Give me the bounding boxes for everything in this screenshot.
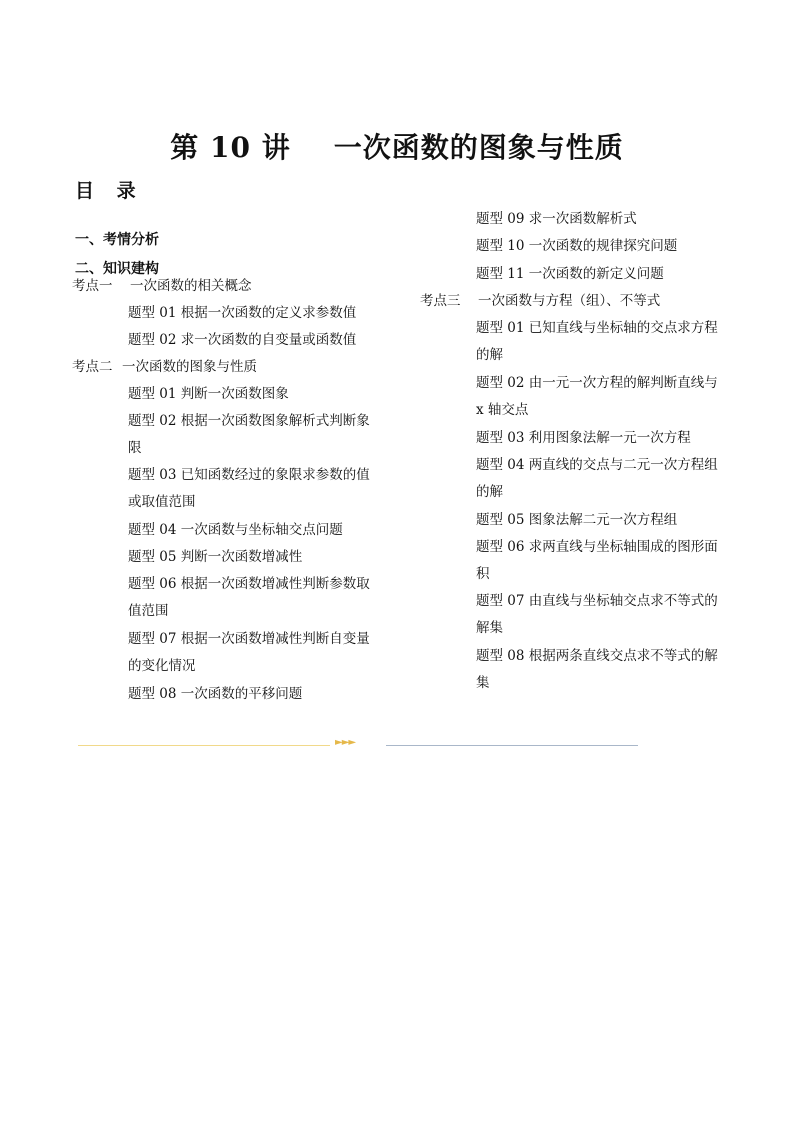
toc-item[interactable]: 题型 06 根据一次函数增减性判断参数取值范围 [128, 576, 370, 619]
toc-item[interactable]: 题型 02 求一次函数的自变量或函数值 [128, 332, 357, 348]
toc-item[interactable]: 题型 08 一次函数的平移问题 [128, 686, 303, 702]
toc-item[interactable]: 题型 01 根据一次函数的定义求参数值 [128, 305, 357, 321]
arrow-icon: ►►► [335, 737, 356, 748]
section-heading-structure: 二、知识建构 [75, 261, 159, 277]
toc-heading: 目 录 [75, 180, 144, 202]
kaodian-3-entry[interactable] [420, 288, 660, 315]
kaodian-2-text: 一次函数的图象与性质 [122, 359, 257, 375]
toc-item[interactable]: 题型 10 一次函数的规律探究问题 [476, 238, 678, 254]
toc-item[interactable]: 题型 02 根据一次函数图象解析式判断象限 [128, 413, 370, 456]
toc-item[interactable]: 题型 08 根据两条直线交点求不等式的解集 [476, 648, 718, 691]
toc-item[interactable]: 题型 03 利用图象法解一元一次方程 [476, 430, 691, 446]
section-heading-analysis: 一、考情分析 [75, 232, 159, 248]
toc-item[interactable]: 题型 01 已知直线与坐标轴的交点求方程的解 [476, 320, 718, 363]
kaodian-1-text: 一次函数的相关概念 [130, 278, 252, 294]
toc-item[interactable]: 题型 04 一次函数与坐标轴交点问题 [128, 522, 343, 538]
toc-item[interactable]: 题型 05 判断一次函数增减性 [128, 549, 303, 565]
kaodian-3-label: 考点三 [420, 293, 461, 309]
toc-item[interactable]: 题型 09 求一次函数解析式 [476, 211, 637, 227]
toc-item[interactable]: 题型 07 由直线与坐标轴交点求不等式的解集 [476, 593, 718, 636]
divider-line-right [386, 745, 638, 746]
toc-item[interactable]: 题型 01 判断一次函数图象 [128, 386, 289, 402]
kaodian-1-label: 考点一 [72, 278, 113, 294]
divider-line-left [78, 745, 330, 746]
toc-item[interactable]: 题型 04 两直线的交点与二元一次方程组的解 [476, 457, 718, 500]
toc-item[interactable]: 题型 02 由一元一次方程的解判断直线与 x 轴交点 [476, 375, 718, 418]
toc-item[interactable]: 题型 11 一次函数的新定义问题 [476, 266, 664, 282]
toc-item[interactable]: 题型 06 求两直线与坐标轴围成的图形面积 [476, 539, 718, 582]
toc-item[interactable]: 题型 03 已知函数经过的象限求参数的值或取值范围 [128, 467, 370, 510]
toc-item[interactable]: 题型 07 根据一次函数增减性判断自变量的变化情况 [128, 631, 370, 674]
kaodian-1-entry[interactable] [72, 273, 252, 300]
kaodian-2-label: 考点二 [72, 359, 113, 375]
page-title: 第 10 讲 一次函数的图象与性质 [170, 131, 624, 164]
toc-item[interactable]: 题型 05 图象法解二元一次方程组 [476, 512, 678, 528]
kaodian-2-entry[interactable] [72, 354, 257, 381]
kaodian-3-text: 一次函数与方程（组）、不等式 [478, 293, 661, 309]
